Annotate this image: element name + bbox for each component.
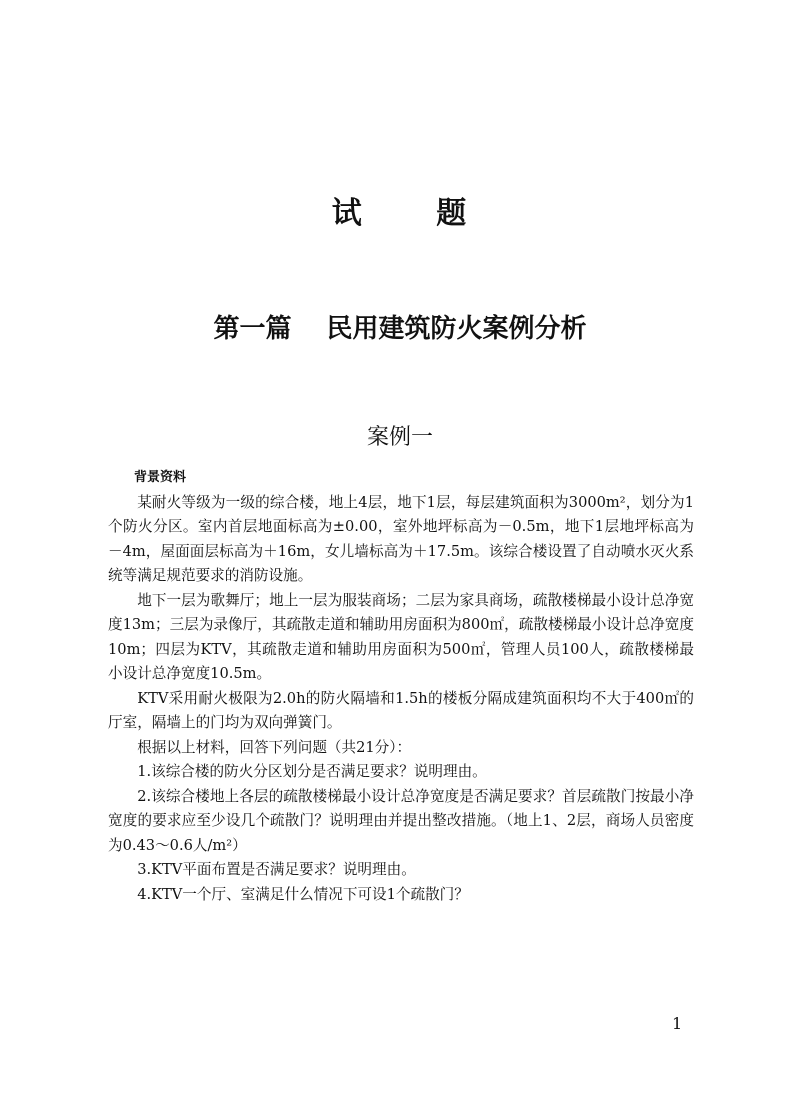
case-title: 案例一 xyxy=(366,425,433,450)
question-4: 4.KTV一个厅、室满足什么情况下可设1个疏散门？ xyxy=(137,885,469,903)
document-title: 试 题 xyxy=(331,196,469,231)
background-paragraph-3: KTV采用耐火极限为2.0h的防火隔墙和1.5h的楼板分隔成建筑面积均不大于400㎡的厅室，隔墙上的门均为双向弹簧门。 xyxy=(108,689,694,731)
question-2: 2.该综合楼地上各层的疏散楼梯最小设计总净宽度是否满足要求？首层疏散门按最小净宽度的要求应至少设几个疏散门？说明理由并提出整改措施。（地上1、2层，商场人员密度为0.43～0.6人/m²） xyxy=(108,787,694,854)
question-1: 1.该综合楼的防火分区划分是否满足要求？说明理由。 xyxy=(137,763,487,780)
part-title: 第一篇 民用建筑防火案例分析 xyxy=(213,314,587,344)
background-paragraph-1: 某耐火等级为一级的综合楼，地上4层，地下1层，每层建筑面积为3000m²，划分为1个防火分区。室内首层地面标高为±0.00，室外地坪标高为－0.5m，地下1层地坪标高为－4m，屋面面层标高为＋16m，女儿墙标高为＋17.5m。该综合楼设置了自动喷水灭火系统等满足规范要求的消防设施。 xyxy=(108,493,694,584)
instruction-text: 根据以上材料，回答下列问题（共21分）： xyxy=(137,738,412,756)
document-body xyxy=(108,466,694,907)
page-number: 1 xyxy=(672,1014,683,1033)
question-3: 3.KTV平面布置是否满足要求？说明理由。 xyxy=(137,861,416,878)
background-paragraph-2: 地下一层为歌舞厅；地上一层为服装商场；二层为家具商场，疏散楼梯最小设计总净宽度13m；三层为录像厅，其疏散走道和辅助用房面积为800㎡，疏散楼梯最小设计总净宽度10m；四层为KTV，其疏散走道和辅助用房面积为500㎡，管理人员100人，疏散楼梯最小设计总净宽度10.5m。 xyxy=(108,591,694,682)
section-heading: 背景资料 xyxy=(134,470,187,485)
